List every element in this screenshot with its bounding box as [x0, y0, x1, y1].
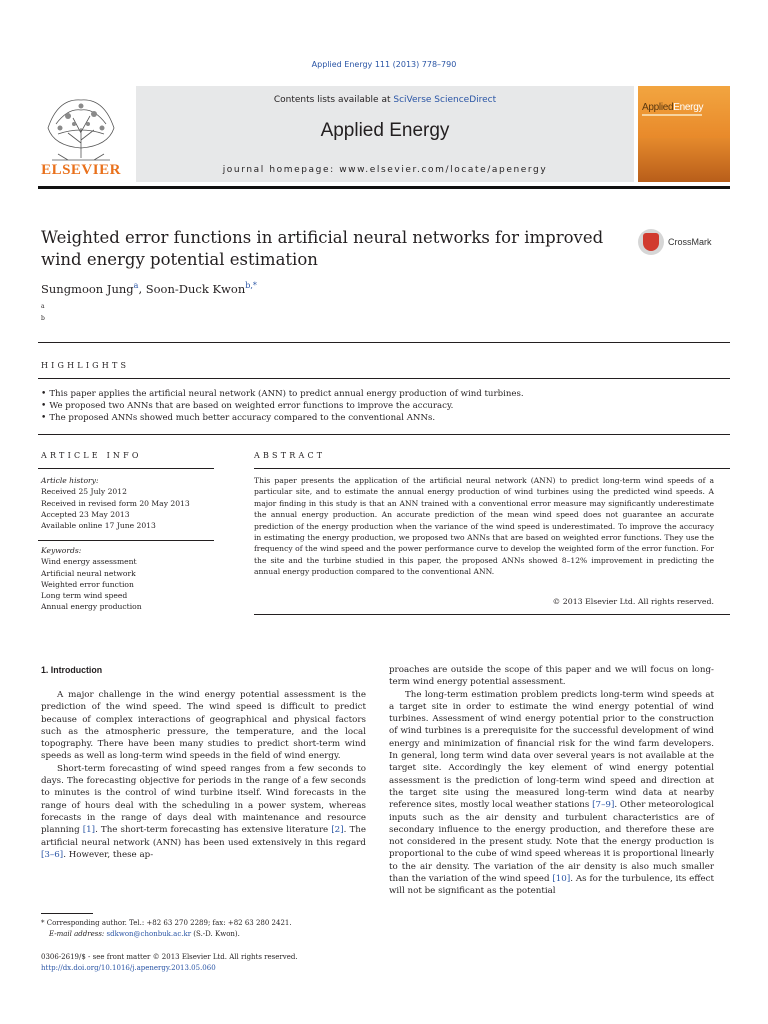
crossmark-label: CrossMark	[668, 237, 712, 247]
cover-title	[642, 102, 703, 113]
history-item: Available online 17 June 2013	[41, 521, 156, 531]
affiliation-a: a	[41, 303, 45, 310]
corresponding-author-footnote	[41, 918, 371, 940]
author-list	[41, 281, 257, 296]
cover-subtitle-bar	[642, 114, 702, 116]
section-heading: 1. Introduction	[41, 665, 103, 675]
body-paragraph: proaches are outside the scope of this paper and we will focus on long-term wind energy potential assessment.	[389, 665, 714, 688]
cover-title-b: Energy	[673, 102, 704, 113]
history-label: Article history:	[41, 476, 99, 485]
copyright-notice: © 2013 Elsevier Ltd. All rights reserved.	[552, 597, 714, 606]
sciencedirect-link[interactable]: SciVerse ScienceDirect	[393, 95, 497, 105]
contents-prefix: Contents lists available at	[273, 95, 394, 105]
history-item: Accepted 23 May 2013	[41, 509, 130, 519]
highlight-item: • The proposed ANNs showed much better accuracy compared to the conventional ANNs.	[41, 412, 524, 424]
body-column-left	[41, 689, 366, 861]
corresponding-author-text: Corresponding author. Tel.: +82 63 270 2289; fax: +82 63 280 2421.	[44, 919, 292, 927]
section-divider	[38, 342, 730, 343]
section-divider	[38, 434, 730, 435]
keyword-item: Weighted error function	[41, 579, 134, 589]
footnote-marker: *	[41, 919, 45, 927]
elsevier-wordmark: ELSEVIER	[41, 162, 121, 178]
issn-notice: 0306-2619/$ - see front matter © 2013 Elsevier Ltd. All rights reserved.	[41, 953, 298, 961]
author-name: Sungmoon Jung	[41, 282, 134, 296]
affiliation-b: b	[41, 315, 45, 322]
citation-link[interactable]: [10]	[552, 874, 571, 885]
cover-title-a: Applied	[642, 102, 674, 113]
author-separator: ,	[138, 282, 146, 296]
affiliation-marker[interactable]: b,*	[245, 281, 257, 290]
email-label: E-mail address:	[49, 929, 107, 938]
article-info-divider	[38, 468, 214, 469]
citation-link[interactable]: [2]	[331, 825, 344, 836]
abstract-divider	[254, 614, 730, 615]
email-suffix: (S.-D. Kwon).	[191, 929, 240, 938]
keyword-item: Annual energy production	[41, 602, 142, 612]
front-matter	[41, 952, 298, 974]
article-title: Weighted error functions in artificial neural networks for improved wind energy potential estimation	[41, 228, 604, 269]
crossmark-button[interactable]	[638, 229, 738, 259]
affiliation-marker[interactable]: a	[133, 281, 139, 290]
highlights-list	[41, 388, 524, 425]
journal-cover-thumbnail[interactable]	[638, 86, 730, 182]
history-item: Received in revised form 20 May 2013	[41, 498, 190, 508]
email-link[interactable]: sdkwon@chonbuk.ac.kr	[106, 929, 192, 938]
journal-citation[interactable]: Applied Energy 111 (2013) 778–790	[311, 60, 457, 69]
keyword-item: Long term wind speed	[41, 591, 128, 601]
body-paragraph: Short-term forecasting of wind speed ranges from a few seconds to days. The forecasting objective for periods in the range of a few seconds to minutes is the control of wind turbine itself. Wind forecasts in the range of hours deal with the scheduling in a power system, whereas forecasts in the range of days deal with maintenance and resource planning [1]. The short-term forecasting has extensive literature [2]. The artificial neural network (ANN) has been used extensively in this regard [3–6]. However, these ap-	[41, 763, 367, 860]
highlight-item: • We proposed two ANNs that are based on weighted error functions to improve the accuracy.	[41, 400, 524, 412]
highlight-item: • This paper applies the artificial neural network (ANN) to predict annual energy production of wind turbines.	[41, 388, 524, 400]
section-divider	[38, 378, 730, 379]
article-info-heading: ARTICLE INFO	[41, 451, 142, 460]
crossmark-icon	[638, 229, 664, 255]
citation-link[interactable]: [1]	[82, 825, 96, 836]
body-paragraph: A major challenge in the wind energy potential assessment is the prediction of the wind speed. The wind speed is difficult to predict because of complex interactions of geographical and physical factors such as the atmospheric pressure, the temperature, and the local topography. There have been many studies to predict short-term wind speeds as well as long-term wind speeds in the field of wind energy.	[41, 690, 366, 762]
article-info-divider	[38, 540, 214, 541]
keyword-item: Wind energy assessment	[41, 557, 137, 567]
highlights-heading: HIGHLIGHTS	[41, 361, 130, 370]
footnote-divider	[41, 913, 93, 914]
cover-artwork	[638, 138, 730, 182]
abstract-text: This paper presents the application of the artificial neural network (ANN) to predict long-term wind speeds of a particular site, and to estimate the annual energy production of wind turbines using the predicted wind speeds. A major finding in this study is that an ANN trained with a conventional error measure may significantly underestimate the annual energy production. An accurate prediction of the mean wind speed does not guarantee an accurate prediction of the energy production when the variance of the wind speed is underestimated. To improve the accuracy in estimating the energy production, we proposed two ANNs that are based on weighted error functions. They use the frequency of the wind speed and the power performance curve to develop the weighted form of the error function. For the site and the turbine studied in this paper, the proposed ANNs showed 8–12% improvement in predicting the annual energy production compared to the conventional ANN.	[254, 476, 714, 577]
contents-line	[136, 95, 634, 105]
abstract-divider	[254, 468, 730, 469]
keywords-label: Keywords:	[41, 546, 82, 555]
body-paragraph: The long-term estimation problem predicts long-term wind speeds at a target site in order to estimate the wind energy potential of wind turbines. Assessment of wind energy potential prior to the construction of wind turbines is a prerequisite for the successful development of wind energy and minimization of financial risk for the wind farm developers. In general, long term wind data over several years is not available at the target site. Accordingly the key element of wind energy potential assessment is the prediction of long-term wind speed and direction at the target site using the measured long-term wind data at nearby reference sites, mostly local weather stations [7–9]. Other meteorological inputs such as the air density and turbulent characteristics are of secondary influence to the energy production, and therefore these are not considered in the present study. Note that the energy production is proportional to the cube of wind speed whereas it is proportional linearly to the air density. The variation of the air density is also much smaller than the variation of the wind speed [10]. As for the turbulence, its effect will not be significant as the potential	[389, 689, 714, 897]
citation-link[interactable]: [7–9]	[592, 800, 615, 811]
body-column-right	[389, 664, 714, 898]
keyword-item: Artificial neural network	[41, 568, 136, 578]
history-item: Received 25 July 2012	[41, 487, 127, 497]
journal-name: Applied Energy	[320, 120, 450, 141]
journal-homepage[interactable]: journal homepage: www.elsevier.com/locate/apenergy	[222, 165, 548, 175]
article-history	[41, 475, 190, 531]
keywords	[41, 545, 142, 613]
author-name: Soon-Duck Kwon	[145, 282, 246, 296]
doi-link[interactable]: http://dx.doi.org/10.1016/j.apenergy.2013.05.060	[41, 963, 216, 972]
citation-link[interactable]: [3–6]	[41, 849, 64, 860]
header-divider	[38, 186, 730, 189]
abstract-heading: ABSTRACT	[254, 451, 326, 460]
